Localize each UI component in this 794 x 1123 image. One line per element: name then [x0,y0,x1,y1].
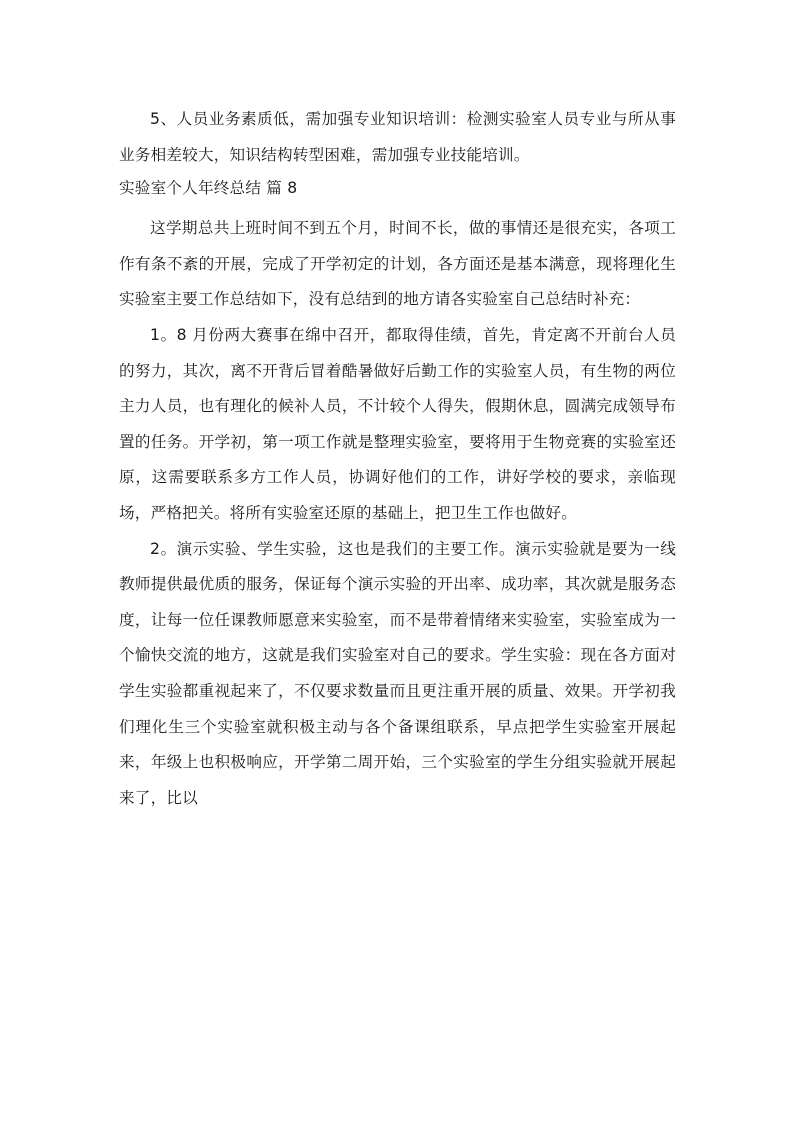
paragraph-item-2: 2。演示实验、学生实验，这也是我们的主要工作。演示实验就是要为一线教师提供最优质的服务，保证每个演示实验的开出率、成功率，其次就是服务态度，让每一位任课教师愿意来实验室，而不是带着情绪来实验室，实验室成为一个愉快交流的地方，这就是我们实验室对自己的要求。学生实验：现在各方面对学生实验都重视起来了，不仅要求数量而且更注重开展的质量、效果。开学初我们理化生三个实验室就积极主动与各个备课组联系，早点把学生实验室开展起来，年级上也积极响应，开学第二周开始，三个实验室的学生分组实验就开展起来了，比以 [119,539,676,807]
section-heading: 实验室个人年终总结 篇 8 [119,179,298,198]
paragraph-personnel-quality: 5、人员业务素质低，需加强专业知识培训：检测实验室人员专业与所从事业务相差较大，知识结构转型困难，需加强专业技能培训。 [119,110,676,164]
paragraph-semester-intro: 这学期总共上班时间不到五个月，时间不长，做的事情还是很充实，各项工作有条不紊的开展，完成了开学初定的计划，各方面还是基本满意，现将理化生实验室主要工作总结如下，没有总结到的地方请各实验室自己总结时补充： [119,219,676,309]
paragraph-item-1: 1。8 月份两大赛事在绵中召开，都取得佳绩，首先，肯定离不开前台人员的努力，其次，离不开背后冒着酷暑做好后勤工作的实验室人员，有生物的两位主力人员，也有理化的候补人员，不计较个人得失，假期休息，圆满完成领导布置的任务。开学初，第一项工作就是整理实验室，要将用于生物竞赛的实验室还原，这需要联系多方工作人员，协调好他们的工作，讲好学校的要求，亲临现场，严格把关。将所有实验室还原的基础上，把卫生工作也做好。 [119,325,676,522]
document-body [119,102,676,816]
